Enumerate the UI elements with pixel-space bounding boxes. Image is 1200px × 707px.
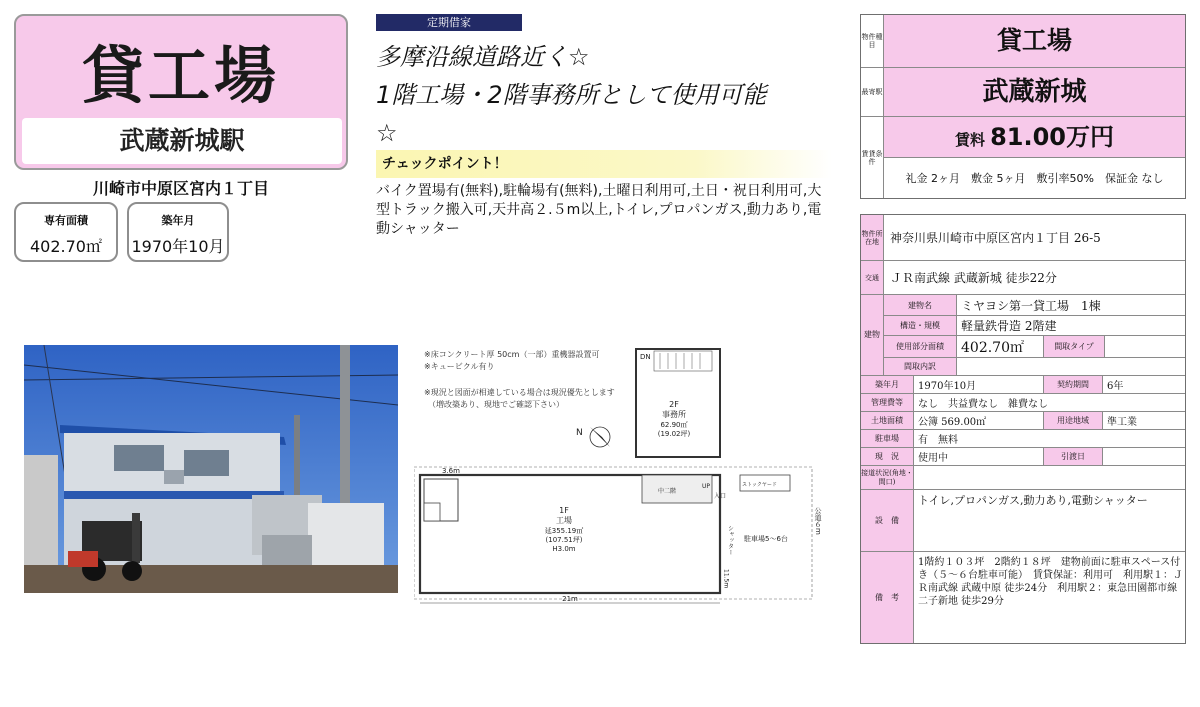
station-title: 武蔵新城駅 xyxy=(119,126,245,155)
layout-detail-label: 間取内訳 xyxy=(884,358,957,375)
building-name-value: ミヤヨシ第一貸工場 1棟 xyxy=(961,298,1101,313)
fixed-term-lease-tag: 定期借家 xyxy=(376,14,522,31)
summary-rent xyxy=(884,117,1185,157)
road-value xyxy=(914,466,1185,489)
checkpoint-title: チェックポイント！ xyxy=(382,156,508,172)
access-row xyxy=(861,260,1185,294)
zoning-value: 準工業 xyxy=(1107,417,1137,428)
handover-value xyxy=(1103,448,1185,465)
summary-rent-head: 賃貸条件 xyxy=(861,117,884,198)
plan-road: 公道６m xyxy=(814,507,822,535)
plan-2f-area: 62.90㎡ xyxy=(660,421,688,429)
summary-rent-label: 賃料 xyxy=(954,131,985,149)
plan-dim-side: 11.5m xyxy=(722,569,730,589)
term-label: 契約期間 xyxy=(1043,376,1103,393)
plan-entrance: 入口 xyxy=(714,493,727,500)
plan-shutter: シャッター xyxy=(726,525,734,555)
built-card xyxy=(127,202,229,262)
term-value: 6年 xyxy=(1107,381,1124,392)
remarks-row xyxy=(861,551,1185,643)
summary-table xyxy=(860,14,1186,199)
plan-1f-name: 1F xyxy=(559,506,569,515)
station-box xyxy=(22,118,342,164)
north-label: N xyxy=(576,428,583,438)
built-card-label: 築年月 xyxy=(161,214,195,227)
handover-label: 引渡日 xyxy=(1043,448,1103,465)
area-card-label: 専有面積 xyxy=(44,214,88,227)
equipment-value: トイレ,プロパンガス,動力あり,電動シャッター xyxy=(918,494,1148,507)
built-row xyxy=(861,375,1185,393)
summary-station: 武蔵新城 xyxy=(884,68,1185,116)
built-value: 1970年10月 xyxy=(918,381,977,392)
fee-row xyxy=(861,393,1185,411)
plan-note-3: ※現況と図面が相違している場合は現況優先とします xyxy=(424,388,615,397)
built-card-value: 1970年10月 xyxy=(131,237,225,256)
north-arrow-icon xyxy=(576,427,610,447)
parking-row xyxy=(861,429,1185,447)
building-photo xyxy=(24,345,398,593)
fee-label: 管理費等 xyxy=(861,394,914,411)
structure-value: 軽量鉄骨造 2階建 xyxy=(961,319,1057,333)
summary-station-head: 最寄駅 xyxy=(861,68,884,116)
layout-type-value xyxy=(1105,336,1185,357)
headline xyxy=(376,38,826,152)
location-value: 神奈川県川崎市中原区宮内１丁目 26-5 xyxy=(890,231,1101,245)
plan-note-4: （増改築あり、現地でご確認下さい） xyxy=(428,400,564,409)
building-photo-illustration xyxy=(24,345,398,593)
building-head: 建物 xyxy=(861,295,884,375)
plan-1f-tsubo: (107.51坪) xyxy=(545,536,583,544)
land-value: 公簿 569.00㎡ xyxy=(918,417,987,428)
land-label: 土地面積 xyxy=(861,412,914,429)
plan-2f-dn: DN xyxy=(640,353,651,361)
parking-value: 有 無料 xyxy=(918,435,958,446)
remarks-value: 1階約１０３坪 2階約１８坪 建物前面に駐車スペース付き（５～６台駐車可能） 賃貸保証：利用可 利用駅１：ＪＲ南武線 武蔵中原 徒歩24分 利用駅２：東急田園都市線 二子新地 徒歩29分 xyxy=(918,557,1183,607)
fee-value: なし 共益費なし 雑費なし xyxy=(918,399,1048,410)
layout-detail-value xyxy=(957,358,1185,375)
plan-2f-name: 2F xyxy=(669,400,679,409)
land-row xyxy=(861,411,1185,429)
plan-parking: 駐車場5～6台 xyxy=(744,535,788,543)
plan-dim-bottom: 21m xyxy=(562,595,578,603)
remarks-label: 備 考 xyxy=(861,552,914,643)
checkpoint-bar xyxy=(376,150,832,178)
plan-1f-height: H3.0m xyxy=(552,545,576,553)
location-row xyxy=(861,215,1185,260)
layout-type-label: 間取タイプ xyxy=(1043,336,1105,357)
summary-terms: 礼金 2ヶ月 敷金 5ヶ月 敷引率50% 保証金 なし xyxy=(884,157,1185,198)
road-row xyxy=(861,465,1185,489)
plan-up: UP xyxy=(702,483,711,490)
building-name-label: 建物名 xyxy=(884,295,957,315)
status-value: 使用中 xyxy=(918,453,948,464)
summary-rent-value: 81.00万円 xyxy=(990,123,1115,151)
parking-label: 駐車場 xyxy=(861,430,914,447)
area-card-value: 402.70㎡ xyxy=(30,237,102,256)
plan-stock: ストックヤード xyxy=(742,482,777,488)
plan-1f-area: 延355.19㎡ xyxy=(544,527,584,535)
usage-area-value: 402.70㎡ xyxy=(961,339,1024,356)
area-card xyxy=(14,202,118,262)
access-value: ＪＲ南武線 武蔵新城 徒歩22分 xyxy=(890,271,1057,285)
headline-line-3: ☆ xyxy=(376,119,398,147)
floor-plan-drawing xyxy=(414,345,828,613)
plan-dim-top: 3.6m xyxy=(442,467,460,475)
summary-station-row xyxy=(861,67,1185,116)
usage-area-label: 使用部分面積 xyxy=(884,336,957,357)
built-label: 築年月 xyxy=(861,376,914,393)
equipment-label: 設 備 xyxy=(861,490,914,551)
location-head: 物件所在地 xyxy=(861,215,884,260)
plan-mezzanine: 中二階 xyxy=(658,488,677,495)
title-card xyxy=(14,14,348,170)
headline-line-1: 多摩沿線道路近く☆ xyxy=(376,43,590,71)
summary-type-head: 物件種目 xyxy=(861,15,884,67)
address-text: 川崎市中原区宮内１丁目 xyxy=(92,179,269,198)
access-head: 交通 xyxy=(861,261,884,294)
floor-plan xyxy=(414,345,828,613)
plan-2f-use: 事務所 xyxy=(662,410,686,419)
summary-type-row xyxy=(861,15,1185,67)
plan-2f-tsubo: (19.02坪) xyxy=(657,430,691,438)
checkpoint-text: バイク置場有(無料),駐輪場有(無料),土曜日利用可,土日・祝日利用可,大型トラック搬入可,天井高２.５m以上,トイレ,プロパンガス,動力あり,電動シャッター xyxy=(376,183,822,237)
details-table xyxy=(860,214,1186,644)
zoning-label: 用途地域 xyxy=(1043,412,1103,429)
equipment-row xyxy=(861,489,1185,551)
plan-1f-use: 工場 xyxy=(556,516,572,525)
summary-rent-row xyxy=(861,116,1185,198)
plan-note-2: ※キュービクル有り xyxy=(424,362,495,371)
plan-note-1: ※床コンクリート厚 50cm（一部）重機器設置可 xyxy=(424,350,600,359)
road-label: 接道状況(角地・間口) xyxy=(861,466,914,489)
status-row xyxy=(861,447,1185,465)
structure-label: 構造・規模 xyxy=(884,316,957,335)
status-label: 現 況 xyxy=(861,448,914,465)
property-type-title: 貸工場 xyxy=(81,39,280,112)
building-row xyxy=(861,294,1185,375)
summary-type: 貸工場 xyxy=(884,15,1185,67)
headline-line-2: 1階工場・2階事務所として使用可能 xyxy=(376,81,767,109)
